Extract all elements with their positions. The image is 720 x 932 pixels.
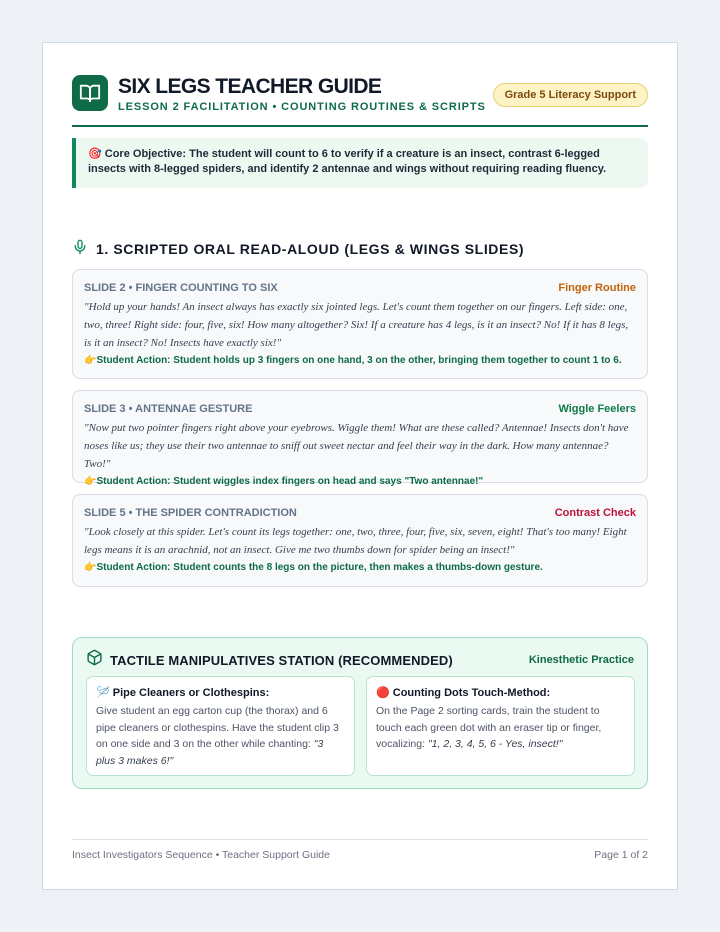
slide-card — [72, 390, 648, 487]
target-icon: 🎯 — [88, 148, 102, 160]
core-objective-callout — [72, 138, 648, 188]
tactile-tag: Kinesthetic Practice — [528, 654, 634, 666]
manipulative-card-counting-dots — [366, 676, 635, 776]
objective-text: The student will count to 6 to verify if a creature is an insect, contrast 6-legged insects with 8-legged spiders, and identify 2 antennae and wings without requiring reading fluency. — [88, 148, 607, 175]
page-subtitle: LESSON 2 FACILITATION • COUNTING ROUTINES & SCRIPTS — [118, 101, 486, 113]
card-chant: "1, 2, 3, 4, 5, 6 - Yes, insect!" — [427, 738, 563, 750]
document-page — [42, 42, 678, 890]
student-action-text: Student holds up 3 fingers on one hand, 3 on the other, bringing them together to count 1 to 6. — [173, 355, 622, 366]
student-action-text: Student wiggles index fingers on head and says "Two antennae!" — [173, 476, 484, 487]
student-action — [84, 561, 636, 575]
slide-label: SLIDE 2 • FINGER COUNTING TO SIX — [84, 281, 278, 294]
slide-tag: Finger Routine — [558, 281, 636, 294]
tactile-title: TACTILE MANIPULATIVES STATION (RECOMMENDED) — [110, 652, 453, 668]
student-action — [84, 354, 636, 368]
student-action-label: Student Action: — [96, 476, 171, 487]
objective-label: Core Objective: — [104, 148, 187, 160]
slide-label: SLIDE 3 • ANTENNAE GESTURE — [84, 402, 253, 415]
script-text: "Hold up your hands! An insect always has exactly six jointed legs. Let's count them together on our fingers. Left side: one, two, three! Right side: four, five, six! How many altogether? Six! If a creature has 4 legs, is it an insect? No! If it has 8 legs, is it an insect? No! Insects have exactly six!" — [84, 301, 629, 349]
microphone-icon — [72, 239, 88, 260]
header-divider — [72, 125, 648, 127]
pointing-hand-icon: 👉 — [84, 476, 97, 487]
pointing-hand-icon: 👉 — [84, 562, 97, 573]
manipulative-card-pipe-cleaners — [86, 676, 355, 776]
script-text: "Now put two pointer fingers right above your eyebrows. Wiggle them! What are these called? Antennae! Insects don't have noses like us; they use their two antennae to sniff out sweet nectar and feel their way in the dark. How many antennae? Two!" — [84, 422, 629, 470]
card-title: Counting Dots Touch-Method: — [392, 687, 551, 699]
open-book-icon — [72, 75, 108, 111]
student-action-label: Student Action: — [96, 562, 171, 573]
tactile-station-panel — [72, 637, 648, 789]
student-action-label: Student Action: — [96, 355, 171, 366]
footer-source: Insect Investigators Sequence • Teacher Support Guide — [72, 849, 330, 861]
slide-tag: Wiggle Feelers — [558, 402, 636, 415]
grade-badge: Grade 5 Literacy Support — [493, 83, 648, 107]
student-action-text: Student counts the 8 legs on the picture, then makes a thumbs-down gesture. — [173, 562, 543, 573]
card-body: Give student an egg carton cup (the thorax) and 6 pipe cleaners or clothespins. Have the student clip 3 on one side and 3 on the other while chanting: — [96, 705, 339, 750]
section-heading-text: 1. SCRIPTED ORAL READ-ALOUD (LEGS & WINGS SLIDES) — [96, 241, 525, 257]
page-title: SIX LEGS TEACHER GUIDE — [118, 75, 382, 98]
card-title: Pipe Cleaners or Clothespins: — [112, 687, 270, 699]
section-heading-read-aloud — [72, 239, 524, 259]
slide-card — [72, 494, 648, 587]
needle-icon: 🪡 — [96, 687, 110, 699]
student-action — [84, 475, 636, 489]
slide-label: SLIDE 5 • THE SPIDER CONTRADICTION — [84, 506, 297, 519]
page-number: Page 1 of 2 — [594, 849, 648, 861]
footer-divider — [72, 839, 648, 840]
slide-card — [72, 269, 648, 379]
card-chant: "3 plus 3 makes 6!" — [96, 738, 324, 767]
pointing-hand-icon: 👉 — [84, 355, 97, 366]
slide-tag: Contrast Check — [554, 506, 636, 519]
script-text: "Look closely at this spider. Let's count its legs together: one, two, three, four, five, six, seven, eight! That's too many! Eight legs means it is an arachnid, not an insect. Give me two thumbs down for spider being an insect!" — [84, 526, 627, 556]
cube-icon — [86, 649, 103, 671]
red-dot-icon: 🔴 — [376, 687, 390, 699]
page-header — [72, 75, 648, 127]
card-body: On the Page 2 sorting cards, train the student to touch each green dot with an eraser tip or finger, vocalizing: — [376, 705, 602, 750]
